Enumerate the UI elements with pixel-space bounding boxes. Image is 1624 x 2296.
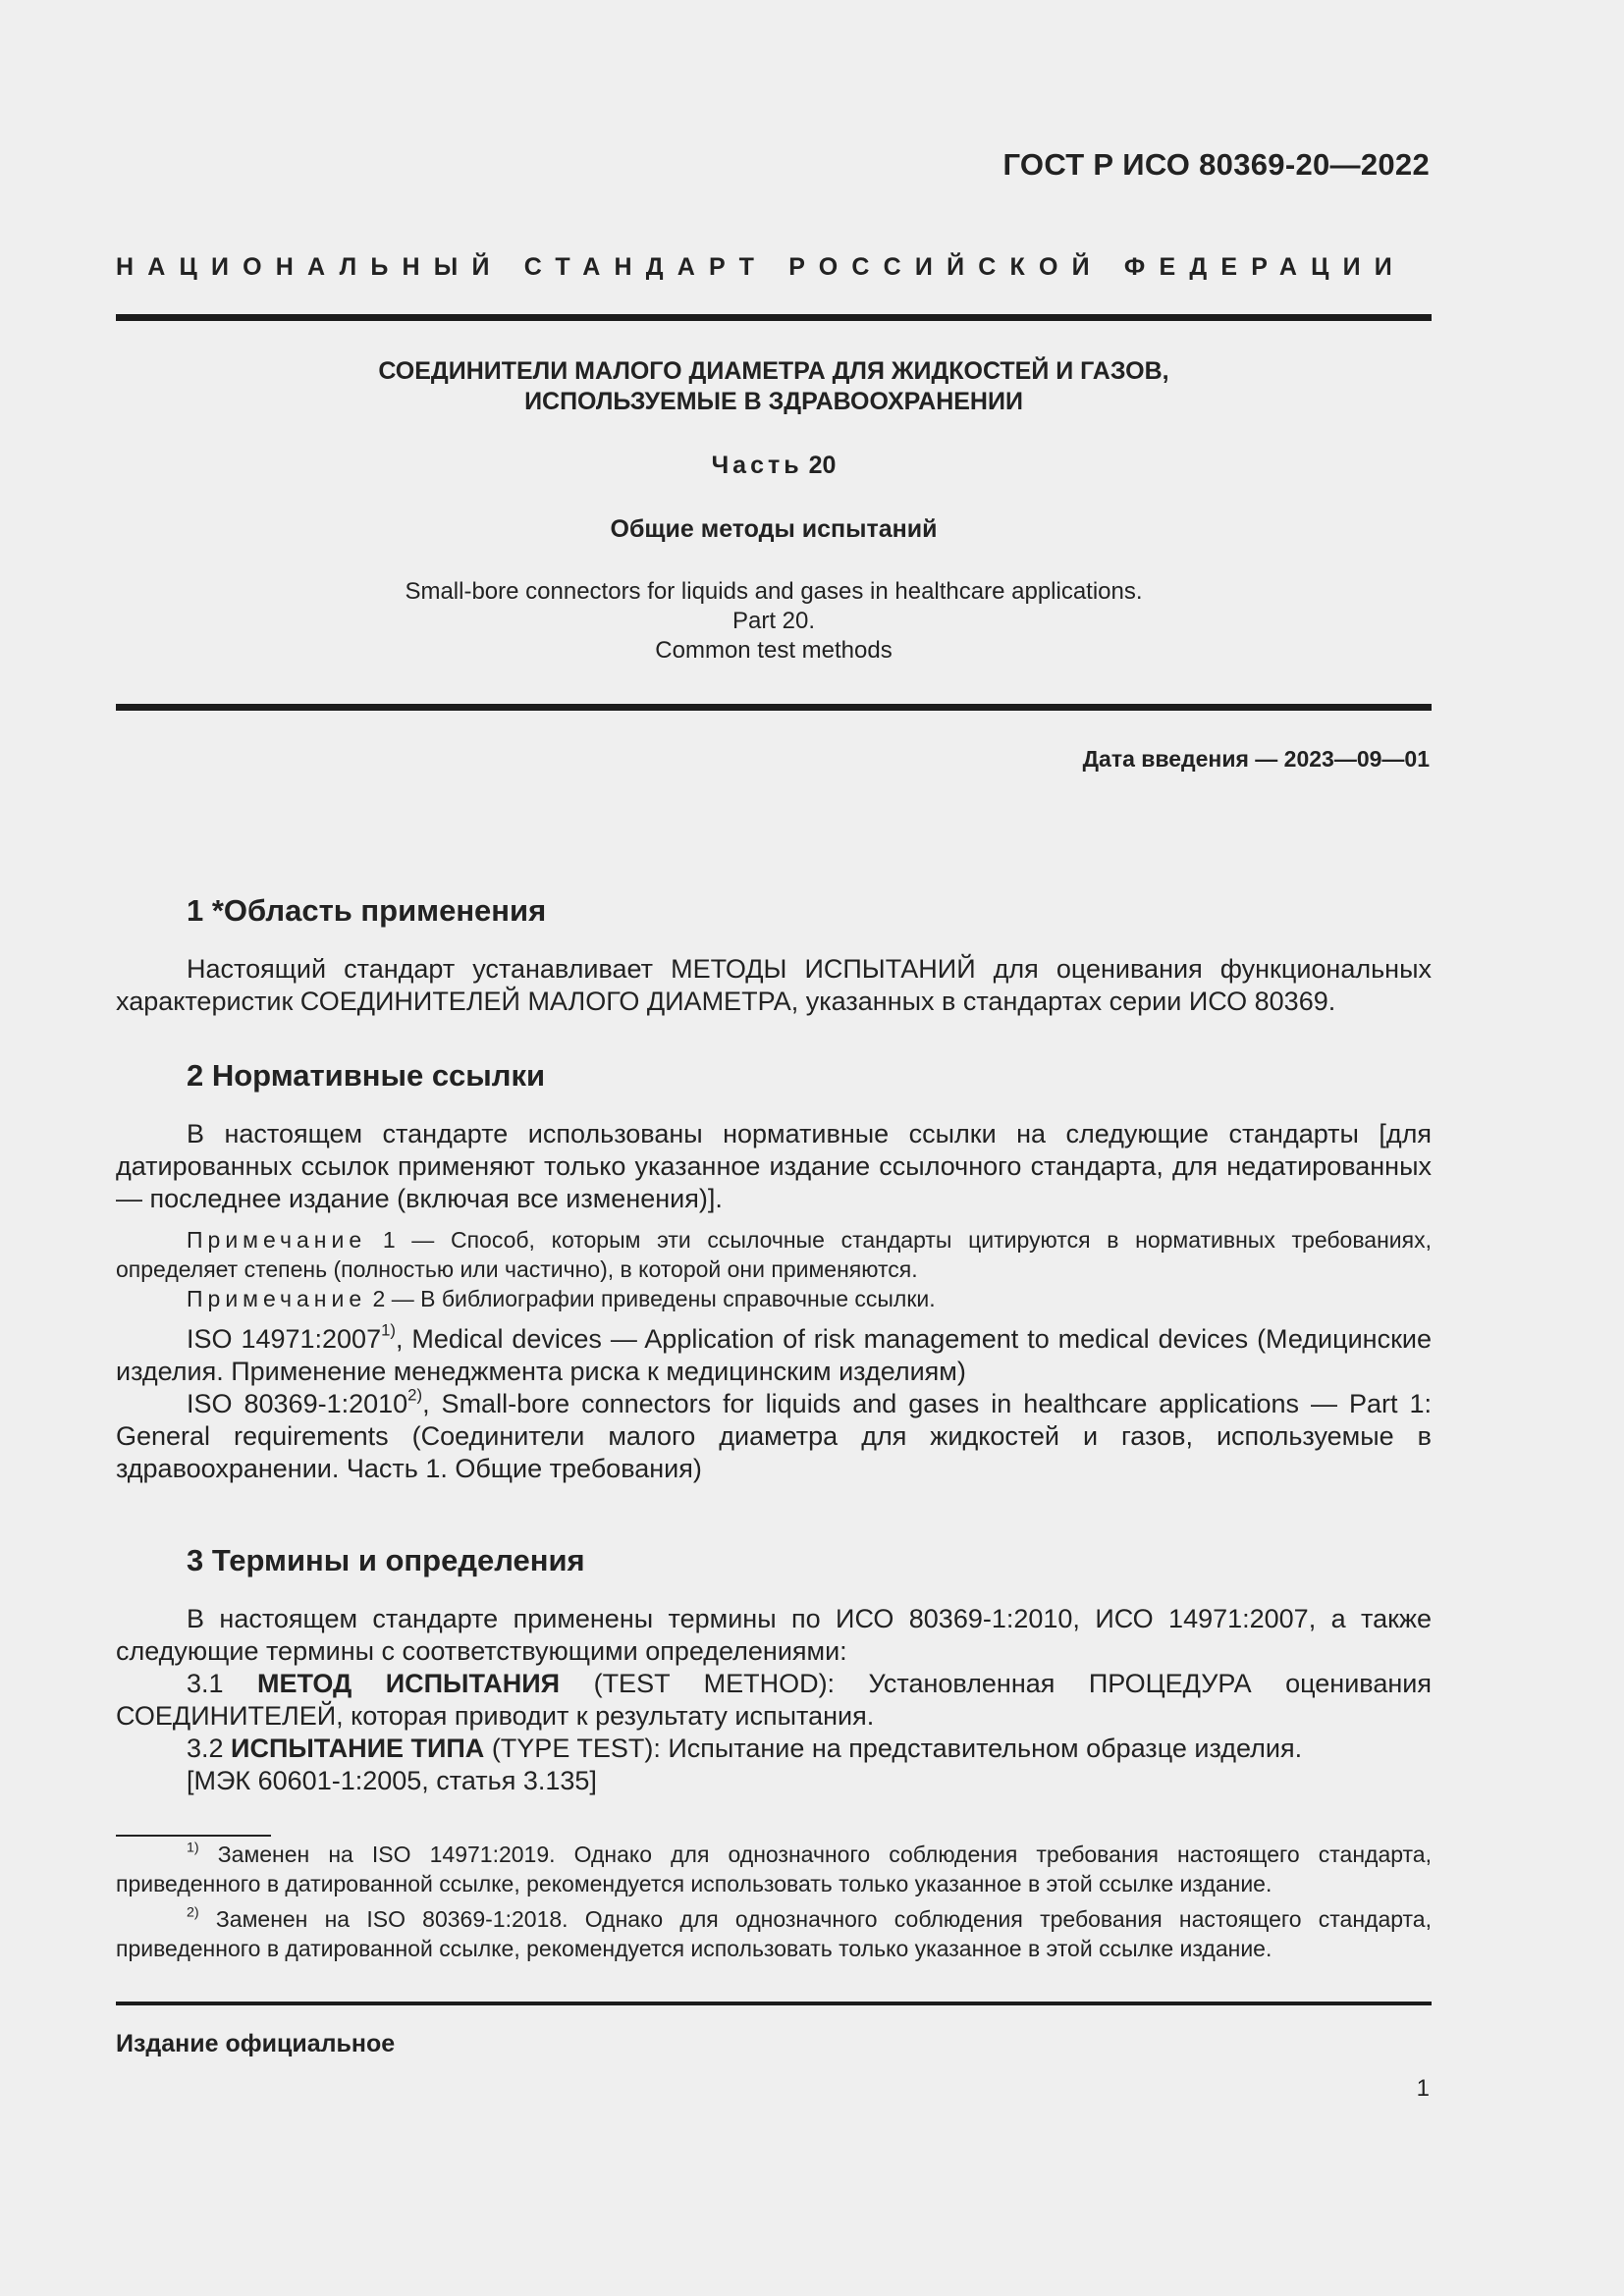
document-code: ГОСТ Р ИСО 80369-20—2022 (1002, 147, 1430, 182)
term-3-2-definition: (TYPE TEST): Испытание на представительном образце изделия. (484, 1734, 1303, 1763)
english-title (116, 577, 1432, 666)
english-title-line-3: Common test methods (655, 637, 893, 664)
section-3-heading: 3 Термины и определения (187, 1543, 585, 1577)
title-line-1: СОЕДИНИТЕЛИ МАЛОГО ДИАМЕТРА ДЛЯ ЖИДКОСТЕЙ И ГАЗОВ, (378, 357, 1169, 385)
footer-divider (116, 2002, 1432, 2005)
section-2-body (116, 1118, 1432, 1485)
english-title-line-1: Small-bore connectors for liquids and gases in healthcare applications. (405, 578, 1143, 605)
official-edition-label: Издание официальное (116, 2030, 396, 2057)
reference-2 (116, 1385, 1432, 1485)
footnote-2 (116, 1904, 1432, 1963)
footnote-1-mark: 1) (187, 1840, 199, 1856)
page-number: 1 (1416, 2075, 1430, 2102)
reference-2-footnote-mark: 2) (407, 1385, 423, 1405)
footnote-2-text: Заменен на ISO 80369-1:2018. Однако для однозначного соблюдения требования настоящего стандарта, приведенного в датированной ссылке, рекомендуется использовать только указанное в этой ссылке издание. (116, 1906, 1432, 1961)
note-2-text: 2 — В библиографии приведены справочные ссылки. (366, 1286, 936, 1311)
note-1 (116, 1225, 1432, 1284)
part-word: Часть (711, 452, 803, 479)
english-title-line-2: Part 20. (731, 608, 816, 634)
reference-2-text: , Small-bore connectors for liquids and gases in healthcare applications — Part 1: General requirements (Соединители малого диаметра для жидкостей и газов, используемые в здравоохранении. Часть 1. Общие требования) (116, 1389, 1432, 1483)
term-3-2-name: ИСПЫТАНИЕ ТИПА (231, 1734, 485, 1763)
term-3-1-number: 3.1 (187, 1669, 258, 1698)
reference-1-code: ISO 14971:2007 (187, 1324, 382, 1354)
national-standard-banner: НАЦИОНАЛЬНЫЙ СТАНДАРТ РОССИЙСКОЙ ФЕДЕРАЦИИ (116, 253, 1406, 281)
title-bottom-divider (116, 704, 1432, 711)
footnote-1 (116, 1840, 1432, 1898)
top-divider (116, 314, 1432, 321)
footnote-2-mark: 2) (187, 1904, 199, 1921)
section-3-paragraph: В настоящем стандарте применены термины по ИСО 80369-1:2010, ИСО 14971:2007, а также следующие термины с соответствующими определениями: (116, 1604, 1432, 1666)
part-number: 20 (808, 452, 837, 479)
term-3-2-number: 3.2 (187, 1734, 232, 1763)
section-2-heading: 2 Нормативные ссылки (187, 1058, 546, 1093)
part-label (116, 452, 1432, 480)
section-1-heading: 1 *Область применения (187, 893, 547, 928)
term-3-1 (116, 1668, 1432, 1733)
reference-1-footnote-mark: 1) (381, 1320, 396, 1340)
title-line-2: ИСПОЛЬЗУЕМЫЕ В ЗДРАВООХРАНЕНИИ (524, 388, 1023, 415)
term-3-1-definition: (TEST METHOD): Установленная ПРОЦЕДУРА оценивания СОЕДИНИТЕЛЕЙ, которая приводит к результату испытания. (116, 1669, 1432, 1731)
reference-1-text: , Medical devices — Application of risk management to medical devices (Медицинские изделия. Применение менеджмента риска к медицинским изделиям) (116, 1324, 1432, 1386)
section-3-body (116, 1603, 1432, 1797)
footnotes (116, 1840, 1432, 1969)
document-title (116, 356, 1432, 417)
note-1-text: 1 — Способ, которым эти ссылочные стандарты цитируются в нормативных требованиях, определяет степень (полностью или частично), в которой они применяются. (116, 1227, 1432, 1282)
footnote-separator (116, 1835, 271, 1837)
term-3-2-source: [МЭК 60601-1:2005, статья 3.135] (187, 1766, 597, 1795)
introduction-date: Дата введения — 2023—09—01 (1082, 746, 1430, 772)
reference-2-code: ISO 80369-1:2010 (187, 1389, 408, 1418)
note-2-label: Примечание (187, 1286, 367, 1311)
term-3-2 (116, 1733, 1432, 1765)
reference-1 (116, 1320, 1432, 1388)
footnote-1-text: Заменен на ISO 14971:2019. Однако для однозначного соблюдения требования настоящего стандарта, приведенного в датированной ссылке, рекомендуется использовать только указанное в этой ссылке издание. (116, 1842, 1432, 1896)
note-2 (116, 1284, 1432, 1313)
document-subtitle: Общие методы испытаний (610, 515, 938, 543)
section-2-paragraph: В настоящем стандарте использованы нормативные ссылки на следующие стандарты [для датированных ссылок применяют только указанное издание ссылочного стандарта, для недатированных — последнее издание (включая все изменения)]. (116, 1119, 1432, 1213)
note-1-label: Примечание (187, 1227, 367, 1253)
section-1-body (116, 953, 1432, 1018)
section-1-paragraph: Настоящий стандарт устанавливает МЕТОДЫ ИСПЫТАНИЙ для оценивания функциональных характеристик СОЕДИНИТЕЛЕЙ МАЛОГО ДИАМЕТРА, указанных в стандартах серии ИСО 80369. (116, 954, 1432, 1016)
term-3-1-name: МЕТОД ИСПЫТАНИЯ (257, 1669, 561, 1698)
